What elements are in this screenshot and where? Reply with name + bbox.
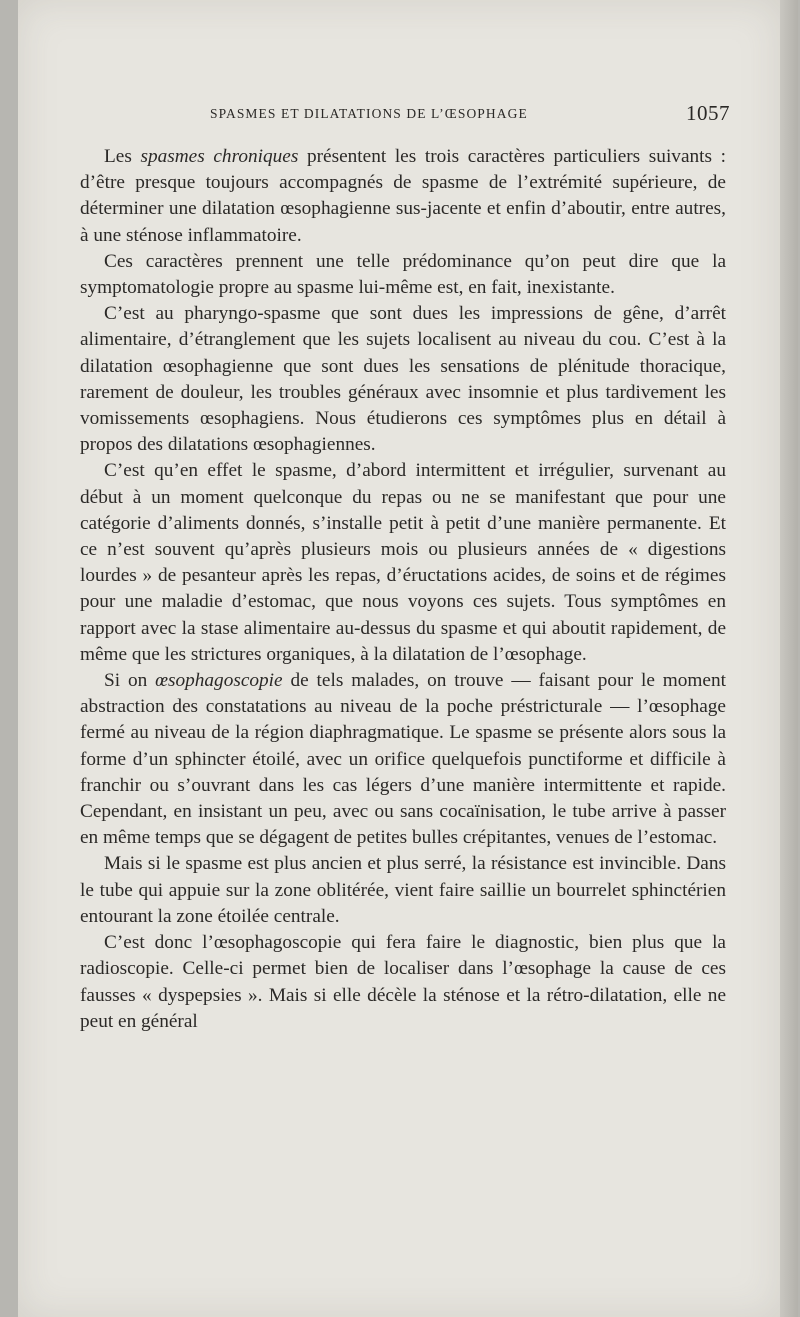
running-title: SPASMES ET DILATATIONS DE L’ŒSOPHAGE [210,106,528,121]
paragraph-5-lead: Si on [104,670,156,692]
paragraph-7: C’est donc l’œsophagoscopie qui fera faire le diagnostic, bien plus que la radioscopie. Celle-ci permet bien de localiser dans l’œsophage la cause de ces fausses « dyspepsies ». Mais si elle décèle la sténose et la rétro-dilatation, elle ne peut en général [80,932,726,1032]
paragraph-4: C’est qu’en effet le spasme, d’abord intermittent et irrégulier, survenant au début à un moment quelconque du repas ou ne se manifestant que pour une catégorie d’aliments donnés, s’installe petit à petit d’une manière permanente. Et ce n’est souvent qu’après plusieurs mois ou plusieurs années de « digestions lourdes » de pesanteur après les repas, d’éructations acides, de soins et de régimes pour une maladie d’estomac, que nous voyons ces sujets. Tous symptômes en rapport avec la stase alimentaire au-dessus du spasme et qui aboutit rapidement, de même que les strictures organiques, à la dilatation de l’œsophage. [80,460,726,665]
body-text [80,144,726,1035]
paragraph-1-rest: présentent les trois caractères particuliers suivants : d’être presque toujours accompagnés de spasme de l’extrémité supérieure, de déterminer une dilatation œsophagienne sus-jacente et enfin d’aboutir, entre autres, à une sténose inflammatoire. [80,146,726,246]
paragraph-1 [80,144,726,249]
paragraph-5-rest: de tels malades, on trouve — faisant pour le moment abstraction des constatations au niveau de la poche préstricturale — l’œsophage fermé au niveau de la région diaphragmatique. Le spasme se présente alors sous la forme d’un sphincter étoilé, avec un orifice quelquefois punctiforme et difficile à franchir ou s’ouvrant dans les cas légers d’une manière intermittente et rapide. Cependant, en insistant un peu, avec ou sans cocaïnisation, le tube arrive à passer en même temps que se dégagent de petites bulles crépitantes, venues de l’estomac. [80,670,726,849]
page-number: 1057 [686,101,730,125]
paragraph-1-italic: spasmes chroniques [140,146,299,167]
book-page [18,0,780,1317]
paragraph-5 [80,668,726,851]
paragraph-6: Mais si le spasme est plus ancien et plus serré, la résistance est invincible. Dans le tube qui appuie sur la zone oblitérée, vient faire saillie un bourrelet sphinctérien entourant la zone étoilée centrale. [80,853,726,927]
paragraph-2: Ces caractères prennent une telle prédominance qu’on peut dire que la symptomatologie propre au spasme lui-même est, en fait, inexistante. [80,250,726,299]
running-head [210,103,730,125]
paragraph-5-italic: œsophagoscopie [155,670,283,692]
paragraph-3: C’est au pharyngo-spasme que sont dues les impressions de gêne, d’arrêt alimentaire, d’étranglement que les sujets localisent au niveau du cou. C’est à la dilatation œsophagienne que sont dues les sensations de plénitude thoracique, rarement de douleur, les troubles généraux avec insomnie et plus tardivement les vomissements œsophagiens. Nous étudierons ces symptômes plus en détail à propos des dilatations œsophagiennes. [80,303,726,456]
paragraph-1-lead: Les [104,146,141,167]
